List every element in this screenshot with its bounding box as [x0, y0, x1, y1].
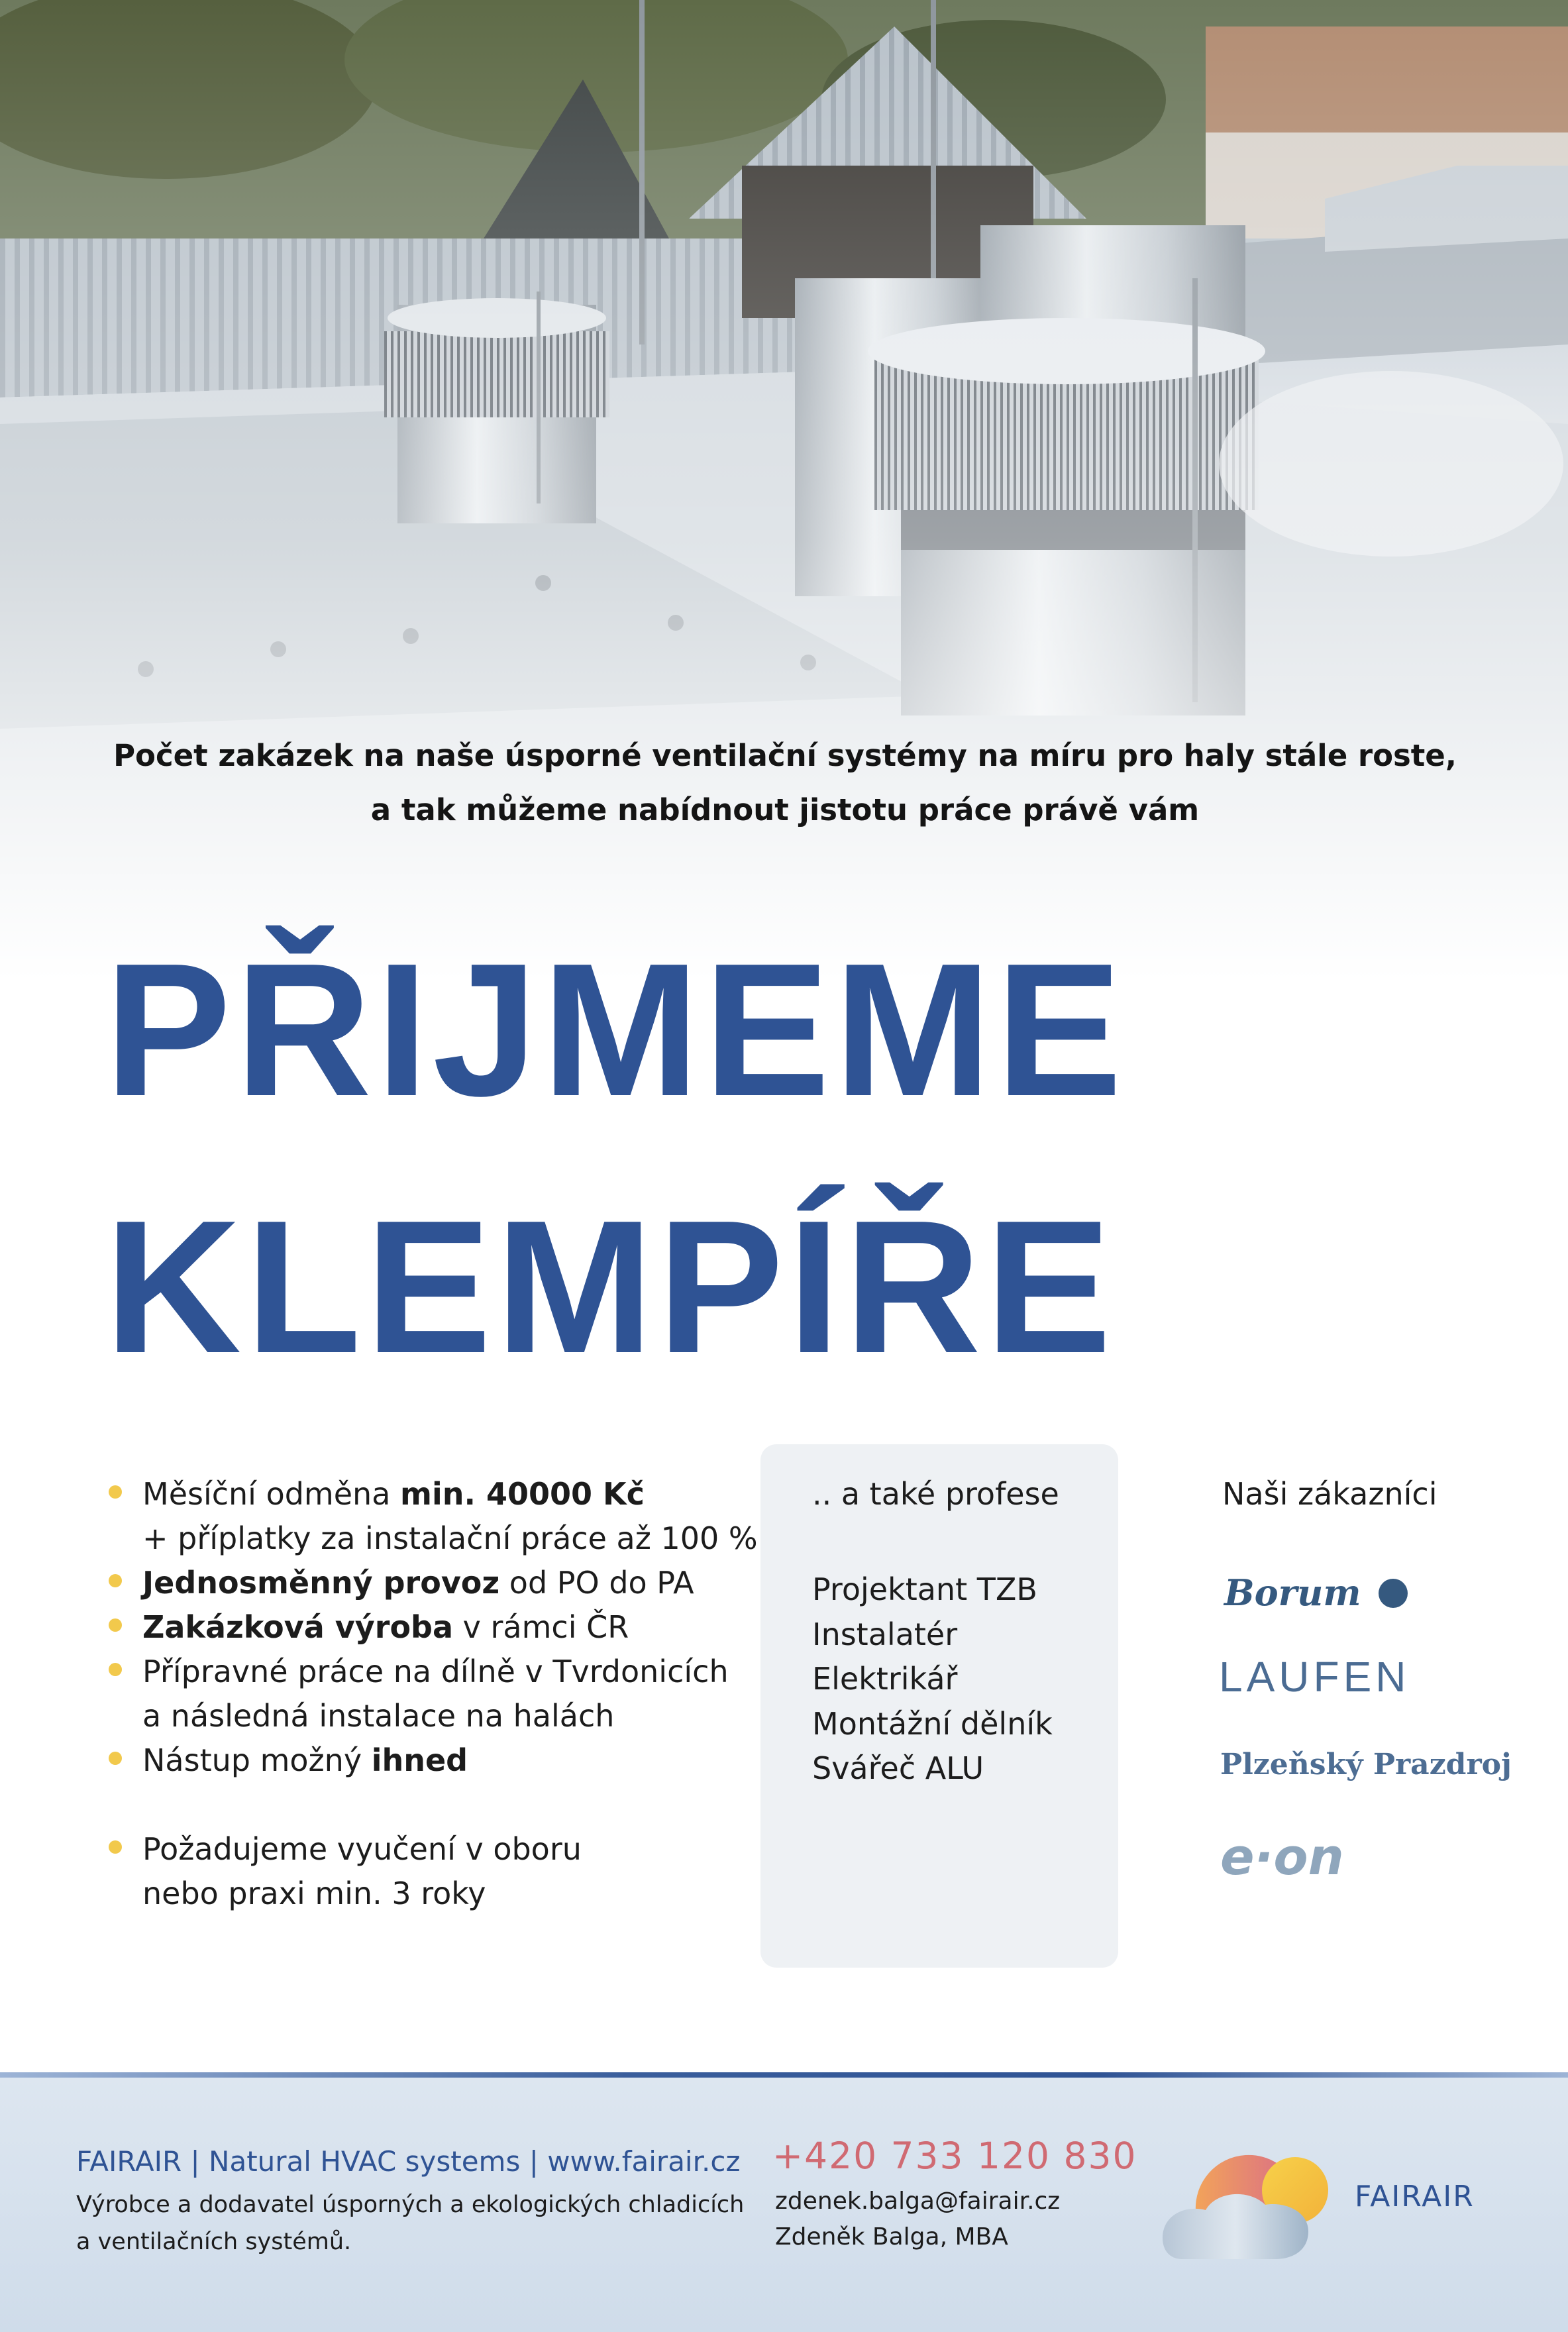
customers-heading: Naši zákazníci — [1222, 1476, 1437, 1512]
contact-email[interactable]: zdenek.balga@fairair.cz — [775, 2188, 1061, 2215]
benefit-workshop-line-2: a následná instalace na halách — [142, 1698, 615, 1734]
headline — [105, 901, 1496, 1415]
bullet-dot-icon — [109, 1574, 122, 1587]
benefit-shift-rest: od PO do PA — [499, 1565, 694, 1601]
bullet-dot-icon — [109, 1840, 122, 1854]
benefit-production-bold: Zakázková výroba — [142, 1609, 454, 1645]
benefit-start-bold: ihned — [371, 1742, 468, 1778]
borum-dot-icon — [1379, 1579, 1408, 1608]
benefit-production-rest: v rámci ČR — [453, 1609, 629, 1645]
list-item — [106, 1605, 768, 1650]
footer-description — [76, 2186, 744, 2260]
plzensky-prazdroj-logo: Plzeňský Prazdroj — [1220, 1748, 1512, 1781]
borum-logo: Borum — [1224, 1571, 1408, 1614]
tagline-line-2: a tak můžeme nabídnout jistotu práce právě vám — [370, 792, 1200, 827]
list-item: Instalatér — [812, 1616, 958, 1652]
requirement-line-1: Požadujeme vyučení v oboru — [142, 1831, 582, 1867]
eon-logo: e·on — [1220, 1827, 1344, 1886]
footer-description-line-1: Výrobce a dodavatel úsporných a ekologických chladicích — [76, 2192, 745, 2218]
headline-line-1: PŘIJMEME — [105, 924, 1126, 1136]
fairair-cloud-logo-icon — [1149, 2139, 1341, 2264]
bullet-dot-icon — [109, 1618, 122, 1632]
contact-name: Zdeněk Balga, MBA — [775, 2223, 1008, 2251]
list-item — [106, 1472, 768, 1561]
list-item: Svářeč ALU — [812, 1750, 984, 1786]
list-item — [106, 1738, 768, 1783]
contact-phone[interactable]: +420 733 120 830 — [772, 2135, 1137, 2177]
list-item — [106, 1650, 768, 1738]
bullet-dot-icon — [109, 1663, 122, 1676]
professions-list — [812, 1567, 1053, 1791]
tagline-line-1: Počet zakázek na naše úsporné ventilační systémy na míru pro haly stále roste, — [113, 738, 1457, 773]
requirement-line-2: nebo praxi min. 3 roky — [142, 1876, 486, 1911]
footer-divider — [0, 2072, 1568, 2078]
laufen-logo: LAUFEN — [1219, 1653, 1410, 1701]
footer-company-line: FAIRAIR | Natural HVAC systems | www.fairair.cz — [76, 2145, 741, 2178]
list-item: Elektrikář — [812, 1661, 958, 1697]
footer-brand: FAIRAIR — [1355, 2180, 1475, 2213]
list-item: Projektant TZB — [812, 1571, 1037, 1607]
tagline — [86, 729, 1484, 837]
list-item — [106, 1561, 768, 1605]
bullet-dot-icon — [109, 1752, 122, 1765]
benefit-salary-bonus: + příplatky za instalační práce až 100 % — [142, 1520, 758, 1556]
bullet-dot-icon — [109, 1485, 122, 1499]
professions-heading: .. a také profese — [812, 1476, 1059, 1512]
benefit-shift-bold: Jednosměnný provoz — [142, 1565, 500, 1601]
list-item: Montážní dělník — [812, 1705, 1053, 1742]
benefit-start-prefix: Nástup možný — [142, 1742, 372, 1778]
list-item — [106, 1827, 768, 1916]
benefit-salary-amount: min. 40000 Kč — [400, 1476, 645, 1512]
footer-description-line-2: a ventilačních systémů. — [76, 2229, 352, 2255]
benefit-salary-prefix: Měsíční odměna — [142, 1476, 401, 1512]
headline-line-2: KLEMPÍŘE — [105, 1181, 1116, 1393]
benefit-workshop-line-1: Přípravné práce na dílně v Tvrdonicích — [142, 1654, 729, 1689]
benefits-list — [106, 1472, 768, 1916]
